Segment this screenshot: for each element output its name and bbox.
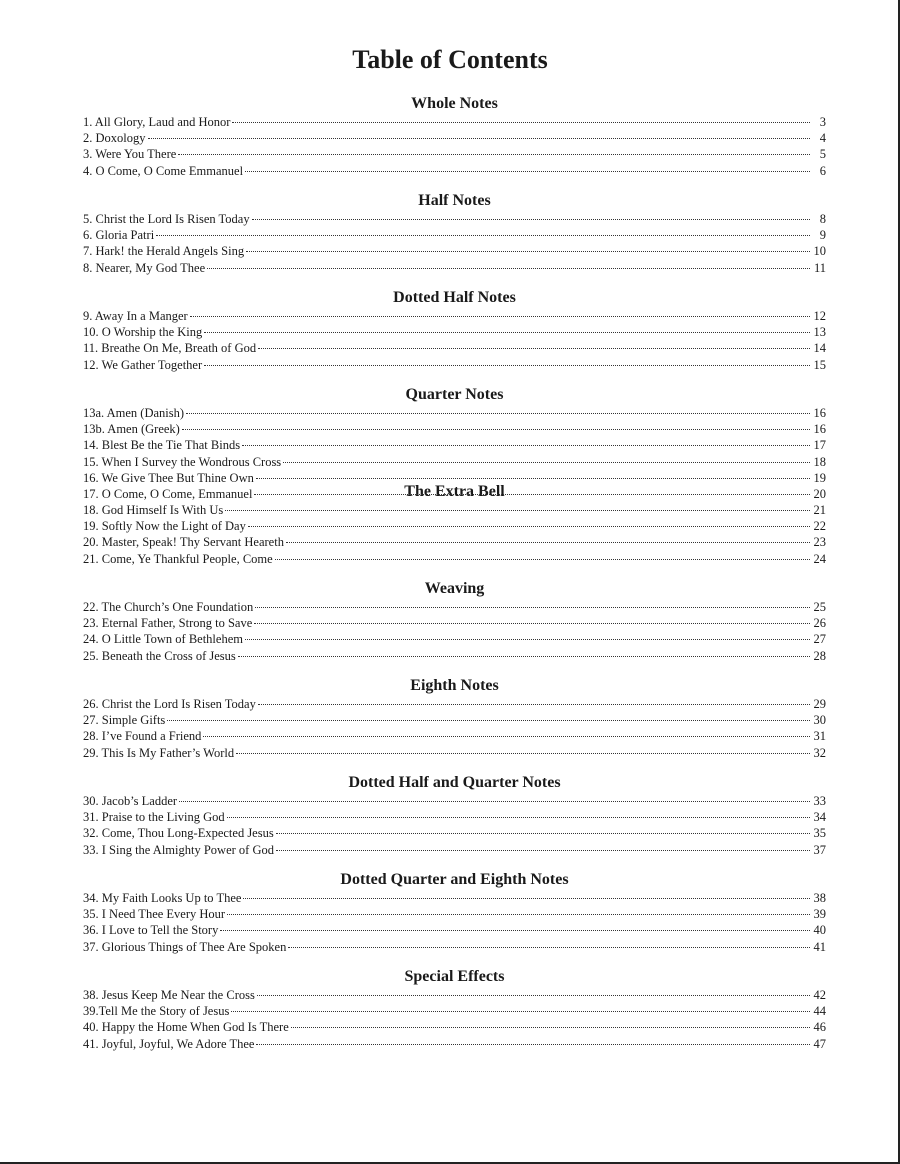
dot-leader xyxy=(276,850,810,851)
entry-title: 15. When I Survey the Wondrous Cross xyxy=(83,454,282,469)
toc-entry[interactable] xyxy=(83,518,826,534)
entry-title: 35. I Need Thee Every Hour xyxy=(83,907,226,922)
dot-leader xyxy=(243,898,810,899)
entry-page-number: 24 xyxy=(813,551,826,566)
toc-entry[interactable] xyxy=(83,227,826,243)
toc-entry[interactable] xyxy=(83,146,826,162)
toc-entry[interactable] xyxy=(83,987,826,1003)
dot-leader xyxy=(204,332,810,333)
entry-title: 19. Softly Now the Light of Day xyxy=(83,519,246,534)
dot-leader xyxy=(182,429,810,430)
dot-leader xyxy=(231,1011,810,1012)
dot-leader xyxy=(283,462,810,463)
entry-page-number: 32 xyxy=(813,745,826,760)
toc-section xyxy=(83,773,826,870)
entry-page-number: 11 xyxy=(813,260,826,275)
entry-page-number: 23 xyxy=(813,535,826,550)
dot-leader xyxy=(254,623,810,624)
dot-leader xyxy=(179,801,810,802)
entry-page-number: 38 xyxy=(813,891,826,905)
toc-entry[interactable] xyxy=(83,243,826,259)
toc-entry[interactable] xyxy=(83,1003,826,1019)
dot-leader xyxy=(167,720,810,721)
dot-leader xyxy=(245,639,810,640)
page-title: Table of Contents xyxy=(352,45,548,74)
dot-leader xyxy=(286,542,810,543)
dot-leader xyxy=(256,478,810,479)
toc-entry[interactable] xyxy=(83,1019,826,1035)
entry-page-number: 47 xyxy=(813,1036,826,1051)
entry-title: 27. Simple Gifts xyxy=(83,713,166,728)
toc-entry[interactable] xyxy=(83,551,826,567)
dot-leader xyxy=(242,445,810,446)
dot-leader xyxy=(204,365,810,366)
toc-entry[interactable] xyxy=(83,324,826,340)
entry-page-number: 12 xyxy=(813,309,826,323)
toc-entry[interactable] xyxy=(83,599,826,615)
entry-page-number: 25 xyxy=(813,600,826,614)
dot-leader xyxy=(258,348,810,349)
toc-entry[interactable] xyxy=(83,211,826,227)
entry-title: 1. All Glory, Laud and Honor xyxy=(83,115,231,129)
entry-title: 34. My Faith Looks Up to Thee xyxy=(83,891,242,905)
entry-page-number: 18 xyxy=(813,454,826,469)
toc-entry[interactable] xyxy=(83,648,826,664)
entry-title: 37. Glorious Things of Thee Are Spoken xyxy=(83,939,287,954)
entry-title: 36. I Love to Tell the Story xyxy=(83,923,219,938)
toc-entry[interactable] xyxy=(83,502,826,518)
dot-leader xyxy=(238,656,810,657)
entry-page-number: 28 xyxy=(813,648,826,663)
toc-entry[interactable] xyxy=(83,1036,826,1052)
entry-page-number: 16 xyxy=(813,406,826,420)
entry-page-number: 33 xyxy=(813,794,826,808)
dot-leader xyxy=(257,995,810,996)
entry-title: 40. Happy the Home When God Is There xyxy=(83,1020,289,1035)
entry-title: 39.Tell Me the Story of Jesus xyxy=(83,1004,230,1019)
dot-leader xyxy=(220,930,810,931)
dot-leader xyxy=(236,753,810,754)
dot-leader xyxy=(227,817,810,818)
entry-page-number: 4 xyxy=(819,131,826,146)
entry-title: 28. I’ve Found a Friend xyxy=(83,729,202,744)
section-heading: Weaving xyxy=(424,580,485,597)
toc-entry[interactable] xyxy=(83,405,826,421)
entry-title: 3. Were You There xyxy=(83,147,177,162)
section-heading: Half Notes xyxy=(418,192,491,209)
dot-leader xyxy=(252,219,810,220)
toc-entry[interactable] xyxy=(83,842,826,858)
entry-page-number: 30 xyxy=(813,713,826,728)
entry-page-number: 40 xyxy=(813,923,826,938)
toc-section xyxy=(83,288,826,385)
entry-page-number: 13 xyxy=(813,325,826,340)
entry-title: 20. Master, Speak! Thy Servant Heareth xyxy=(83,535,284,550)
entry-page-number: 35 xyxy=(813,826,826,841)
entry-page-number: 29 xyxy=(813,697,826,711)
toc-section xyxy=(83,676,826,773)
entry-title: 30. Jacob’s Ladder xyxy=(83,794,178,808)
toc-entry[interactable] xyxy=(83,260,826,276)
entry-page-number: 21 xyxy=(813,503,826,517)
dot-leader xyxy=(291,1027,810,1028)
dot-leader xyxy=(148,138,811,139)
entry-title: 21. Come, Ye Thankful People, Come xyxy=(83,551,273,566)
entry-title: 11. Breathe On Me, Breath of God xyxy=(83,341,257,356)
toc-entry[interactable] xyxy=(83,421,826,437)
toc-entry[interactable] xyxy=(83,534,826,550)
entry-title: 8. Nearer, My God Thee xyxy=(83,260,206,275)
dot-leader xyxy=(275,559,810,560)
entry-title: 4. O Come, O Come Emmanuel xyxy=(83,163,244,178)
dot-leader xyxy=(156,235,810,236)
section-heading: Dotted Quarter and Eighth Notes xyxy=(340,871,569,888)
entry-title: 17. O Come, O Come, Emmanuel xyxy=(83,486,253,501)
entry-title: 29. This Is My Father’s World xyxy=(83,745,235,760)
dot-leader xyxy=(207,268,810,269)
toc-entry[interactable] xyxy=(83,308,826,324)
dot-leader xyxy=(258,704,810,705)
entry-page-number: 39 xyxy=(813,907,826,922)
entry-title: 12. We Gather Together xyxy=(83,357,203,372)
entry-title: 24. O Little Town of Bethlehem xyxy=(83,632,243,647)
toc-entry[interactable] xyxy=(83,939,826,955)
entry-title: 23. Eternal Father, Strong to Save xyxy=(83,616,253,631)
entry-page-number: 26 xyxy=(813,616,826,631)
entry-page-number: 16 xyxy=(813,422,826,437)
dot-leader xyxy=(254,494,810,495)
entry-title: 18. God Himself Is With Us xyxy=(83,503,224,517)
entry-page-number: 22 xyxy=(813,519,826,534)
entry-title: 14. Blest Be the Tie That Binds xyxy=(83,438,241,453)
entry-page-number: 19 xyxy=(813,470,826,485)
toc-entry[interactable] xyxy=(83,793,826,809)
toc-section xyxy=(83,967,826,1064)
entry-page-number: 3 xyxy=(819,115,826,129)
toc-entry[interactable] xyxy=(83,809,826,825)
entry-page-number: 9 xyxy=(819,228,826,243)
dot-leader xyxy=(186,413,810,414)
toc-section xyxy=(83,870,826,967)
entry-page-number: 31 xyxy=(813,729,826,744)
toc-entry[interactable] xyxy=(83,454,826,470)
entry-title: 6. Gloria Patri xyxy=(83,228,155,243)
entry-page-number: 10 xyxy=(813,244,826,259)
toc-entry[interactable] xyxy=(83,615,826,631)
entry-page-number: 34 xyxy=(813,810,826,825)
entry-page-number: 8 xyxy=(819,212,826,226)
section-heading: Whole Notes xyxy=(411,95,498,112)
entry-title: 13a. Amen (Danish) xyxy=(83,406,185,420)
toc-entry[interactable] xyxy=(83,114,826,130)
entry-page-number: 6 xyxy=(819,163,826,178)
entry-page-number: 15 xyxy=(813,357,826,372)
dot-leader xyxy=(245,171,810,172)
entry-title: 25. Beneath the Cross of Jesus xyxy=(83,648,236,663)
toc-entry[interactable] xyxy=(83,357,826,373)
toc-entry[interactable] xyxy=(83,437,826,453)
section-heading: The Extra Bell xyxy=(404,483,505,500)
dot-leader xyxy=(256,1044,810,1045)
entry-title: 32. Come, Thou Long-Expected Jesus xyxy=(83,826,274,841)
toc-entry[interactable] xyxy=(83,825,826,841)
entry-title: 10. O Worship the King xyxy=(83,325,203,340)
section-heading: Dotted Half Notes xyxy=(393,289,516,306)
toc-entry[interactable] xyxy=(83,728,826,744)
entry-page-number: 37 xyxy=(813,842,826,857)
entry-title: 9. Away In a Manger xyxy=(83,309,188,323)
entry-page-number: 42 xyxy=(813,988,826,1002)
entry-title: 26. Christ the Lord Is Risen Today xyxy=(83,697,256,711)
section-heading: Quarter Notes xyxy=(405,386,504,403)
dot-leader xyxy=(225,510,810,511)
entry-title: 31. Praise to the Living God xyxy=(83,810,225,825)
toc-entry[interactable] xyxy=(83,163,826,179)
entry-title: 2. Doxology xyxy=(83,131,146,146)
entry-title: 16. We Give Thee But Thine Own xyxy=(83,470,254,485)
dot-leader xyxy=(227,914,810,915)
toc-entry[interactable] xyxy=(83,712,826,728)
toc-section xyxy=(83,191,826,288)
dot-leader xyxy=(248,526,810,527)
toc-section xyxy=(83,579,826,676)
entry-title: 38. Jesus Keep Me Near the Cross xyxy=(83,988,255,1002)
dot-leader xyxy=(203,736,810,737)
entry-page-number: 46 xyxy=(813,1020,826,1035)
dot-leader xyxy=(178,154,810,155)
section-heading: Special Effects xyxy=(404,968,505,985)
entry-title: 22. The Church’s One Foundation xyxy=(83,600,254,614)
toc-entry[interactable] xyxy=(83,631,826,647)
section-heading: Dotted Half and Quarter Notes xyxy=(348,774,561,791)
toc-entry[interactable] xyxy=(83,922,826,938)
dot-leader xyxy=(276,833,810,834)
toc-entry[interactable] xyxy=(83,906,826,922)
toc-entry[interactable] xyxy=(83,890,826,906)
entry-page-number: 41 xyxy=(813,939,826,954)
entry-title: 5. Christ the Lord Is Risen Today xyxy=(83,212,250,226)
entry-page-number: 17 xyxy=(813,438,826,453)
entry-page-number: 27 xyxy=(813,632,826,647)
entry-page-number: 5 xyxy=(819,147,826,162)
toc-entry[interactable] xyxy=(83,696,826,712)
toc-entry[interactable] xyxy=(83,745,826,761)
toc-section xyxy=(83,94,826,191)
dot-leader xyxy=(246,251,810,252)
toc-sections xyxy=(83,94,826,1064)
entry-page-number: 14 xyxy=(813,341,826,356)
dot-leader xyxy=(190,316,810,317)
entry-title: 33. I Sing the Almighty Power of God xyxy=(83,842,274,857)
dot-leader xyxy=(255,607,810,608)
dot-leader xyxy=(232,122,810,123)
entry-title: 7. Hark! the Herald Angels Sing xyxy=(83,244,245,259)
entry-title: 41. Joyful, Joyful, We Adore Thee xyxy=(83,1036,255,1051)
entry-title: 13b. Amen (Greek) xyxy=(83,422,180,437)
toc-entry[interactable] xyxy=(83,130,826,146)
entry-page-number: 44 xyxy=(813,1004,826,1019)
section-heading: Eighth Notes xyxy=(410,677,499,694)
toc-entry[interactable] xyxy=(83,340,826,356)
dot-leader xyxy=(288,947,810,948)
entry-page-number: 20 xyxy=(813,486,826,501)
